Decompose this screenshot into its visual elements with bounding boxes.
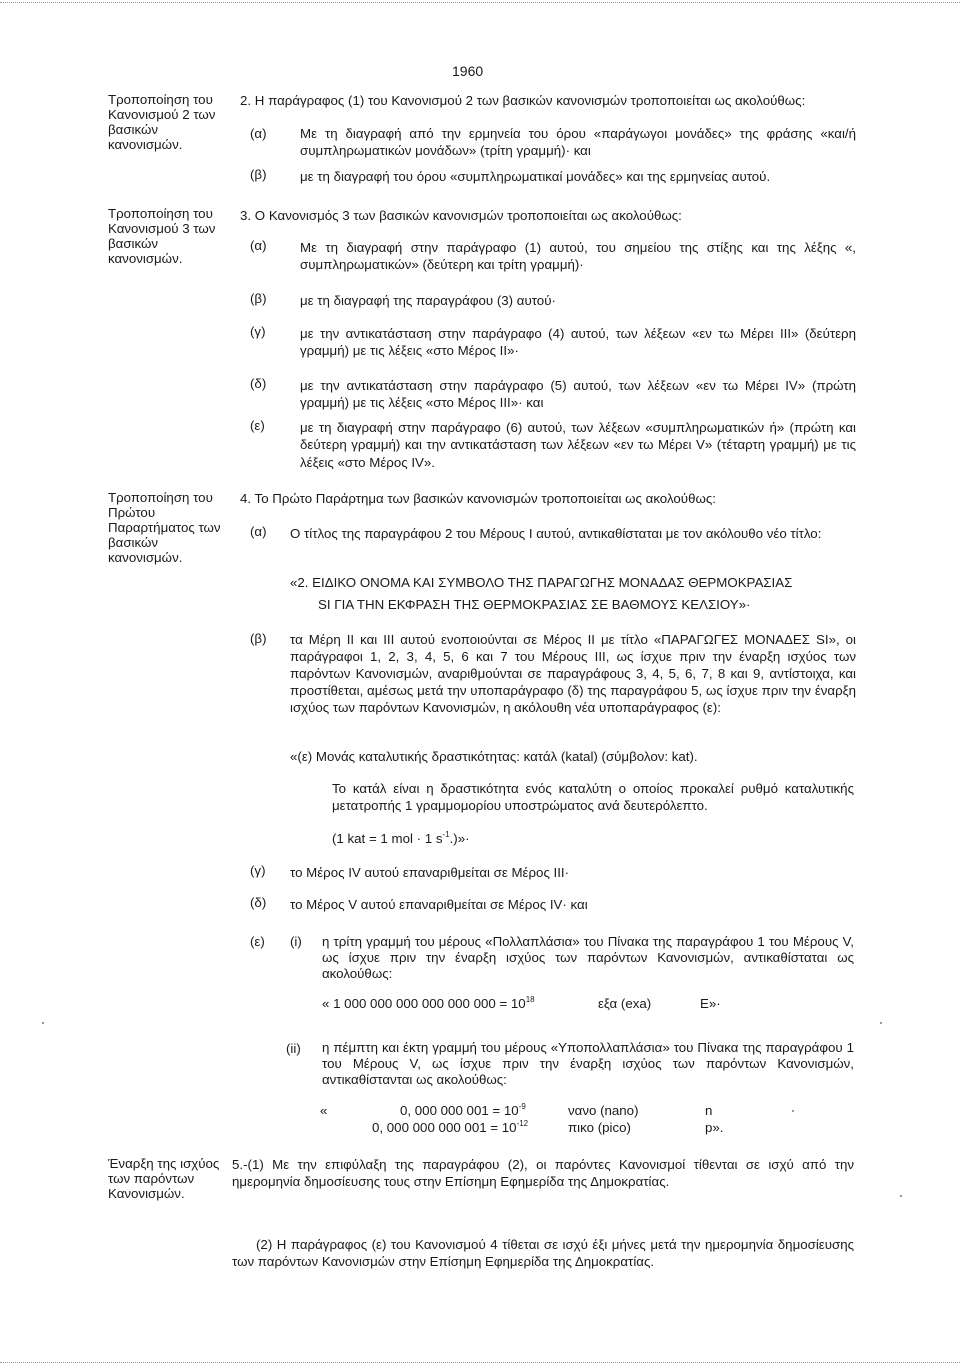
s2-a-label: (α) <box>250 126 267 141</box>
nano-exponent: -9 <box>518 1101 526 1111</box>
margin-note-regulation-2: Τροποποίηση του Κανονισμού 2 των βασικών κανονισμών. <box>108 92 216 152</box>
exa-value: « 1 000 000 000 000 000 000 = 10 <box>322 996 526 1011</box>
s3-b-label: (β) <box>250 291 267 306</box>
s4-b-label: (β) <box>250 631 267 646</box>
katal-definition: Το κατάλ είναι η δραστικότητα ενός καταλύτη ο οποίος προκαλεί ρυθμό καταλυτικής μετατροπής 1 γραμμομορίου υποστρώματος ανά δευτερόλεπτο. <box>332 781 854 813</box>
s4-e-ii-text: η πέμπτη και έκτη γραμμή του μέρους «Υποπολλαπλάσια» του Πίνακα της παραγράφου 1 του Μέρους V, ως ίσχυε πριν την έναρξη ισχύος των παρόντων Κανονισμών, αντικαθίστανται ως ακολούθως: <box>322 1040 854 1087</box>
katal-formula: (1 kat = 1 mol · 1 $s^{-1}.)»\cdot$ <box>332 829 470 846</box>
nano-row <box>400 1102 526 1119</box>
pico-name: πικο (pico) <box>568 1120 631 1135</box>
s4-c-text: το Μέρος IV αυτού επαναριθμείται σε Μέρος ΙΙΙ· <box>290 865 570 880</box>
s4-a-text: Ο τίτλος της παραγράφου 2 του Μέρους Ι αυτού, αντικαθίσταται με τον ακόλουθο νέο τίτλο: <box>290 526 822 541</box>
s2-b-text: με τη διαγραφή του όρου «συμπληρωματικαί μονάδες» και της ερμηνείας αυτού. <box>300 169 771 184</box>
s3-c-text: με την αντικατάσταση στην παράγραφο (4) αυτού, των λέξεων «εν τω Μέρει ΙΙΙ» (δεύτερη γραμμή) με τις λέξεις «στο Μέρος ΙΙ»· <box>300 326 856 359</box>
s3-e-label: (ε) <box>250 418 265 433</box>
nano-name: νανο (nano) <box>568 1103 639 1118</box>
scan-top-edge <box>0 2 960 4</box>
s4-d-label: (δ) <box>250 895 267 910</box>
scan-speck <box>900 1195 902 1197</box>
s3-e-text: με τη διαγραφή στην παράγραφο (6) αυτού, των λέξεων «συμπληρωματικών ή» (πρώτη και δεύτερη γραμμή) και την αντικατάσταση των λέξεων «εν τω Μέρει V» (τέταρτη γραμμή) με τις λέξεις «στο Μέρος IV». <box>300 420 856 470</box>
section-5-paragraph-1: 5.-(1) Με την επιφύλαξη της παραγράφου (2), οι παρόντες Κανονισμοί τίθενται σε ισχύ από την ημερομηνία δημοσίευσης τους στην Επίσημη Εφημερίδα της Δημοκρατίας. <box>232 1157 854 1189</box>
exa-exponent: 18 <box>525 994 535 1004</box>
s4-e-ii-label: (ii) <box>286 1041 301 1056</box>
s3-d-text: με την αντικατάσταση στην παράγραφο (5) αυτού, των λέξεων «εν τω Μέρει IV» (πρώτη γραμμή) με τις λέξεις «στο Μέρος ΙΙΙ»· και <box>300 378 856 411</box>
margin-note-entry-into-force: Έναρξη της ισχύος των παρόντων Κανονισμών. <box>108 1156 220 1201</box>
s4-d-text: το Μέρος V αυτού επαναριθμείται σε Μέρος IV· και <box>290 897 588 912</box>
nano-value: 0, 000 000 001 = 10 <box>400 1103 519 1118</box>
s4-e-label: (ε) <box>250 934 265 949</box>
katal-heading: «(ε) Μονάς καταλυτικής δραστικότητας: κατάλ (katal) (σύμβολον: kat). <box>290 749 698 764</box>
margin-note-regulation-3: Τροποποίηση του Κανονισμού 3 των βασικών κανονισμών. <box>108 206 216 266</box>
s3-a-label: (α) <box>250 238 267 253</box>
pico-symbol: p». <box>705 1120 724 1135</box>
s2-a-text: Με τη διαγραφή από την ερμηνεία του όρου «παράγωγοι μονάδες» της φράσης «και/ή συμπληρωματικών μονάδων» (τρίτη γραμμή)· και <box>300 126 856 159</box>
page-number: 1960 <box>452 63 484 79</box>
scan-bottom-edge <box>0 1362 960 1364</box>
s4-e-i-text: η τρίτη γραμμή του μέρους «Πολλαπλάσια» του Πίνακα της παραγράφου 1 του Μέρους V, ως ίσχυε πριν την έναρξη ισχύος των παρόντων Κανονισμών, αντικαθίσταται ως ακολούθως: <box>322 934 854 981</box>
s4-b-text: τα Μέρη ΙΙ και ΙΙΙ αυτού ενοποιούνται σε Μέρος ΙΙ με τίτλο «ΠΑΡΑΓΩΓΕΣ ΜΟΝΑΔΕΣ SI», οι παράγραφοι 1, 2, 3, 4, 5, 6 και 7 του Μέρους ΙΙΙ, ως ίσχυε πριν την έναρξη ισχύος των παρόντων Κανονισμών, αναριθμούνται σε παραγράφους 3, 4, 5, 6, 7, 8 και 9, αντίστοιχα, και προστίθεται, αμέσως μετά την υποπαράγραφο (δ) της παραγράφου 5, ως ίσχυε πριν την έναρξη ισχύος των παρόντων Κανονισμών, η ακόλουθη νέα υποπαράγραφος (ε): <box>290 632 856 715</box>
s3-b-text: με τη διαγραφή της παραγράφου (3) αυτού· <box>300 293 556 308</box>
s4-a-label: (α) <box>250 524 267 539</box>
nano-symbol: n <box>705 1103 713 1118</box>
s3-a-text: Με τη διαγραφή στην παράγραφο (1) αυτού, του σημείου της στίξης και της λέξης «, συμπληρωματικών» (δεύτερη και τρίτη γραμμή)· <box>300 240 856 273</box>
nano-quote: « <box>320 1103 328 1118</box>
exa-symbol: E»· <box>700 996 721 1011</box>
s4-new-title-line-1: «2. ΕΙΔΙΚΟ ΟΝΟΜΑ ΚΑΙ ΣΥΜΒΟΛΟ ΤΗΣ ΠΑΡΑΓΩΓΗΣ ΜΟΝΑΔΑΣ ΘΕΡΜΟΚΡΑΣΙΑΣ <box>290 575 793 590</box>
section-2-intro: 2. Η παράγραφος (1) του Κανονισμού 2 των βασικών κανονισμών τροποποιείται ως ακολούθως: <box>240 93 806 108</box>
pico-row <box>372 1119 528 1136</box>
pico-exponent: -12 <box>516 1118 529 1128</box>
s4-e-i-label: (i) <box>290 934 302 949</box>
s3-d-label: (δ) <box>250 376 267 391</box>
pico-value: 0, 000 000 000 001 = 10 <box>372 1120 517 1135</box>
exa-row <box>322 995 535 1012</box>
s4-new-title-line-2: SI ΓΙΑ ΤΗΝ ΕΚΦΡΑΣΗ ΤΗΣ ΘΕΡΜΟΚΡΑΣΙΑΣ ΣΕ ΒΑΘΜΟΥΣ ΚΕΛΣΙΟΥ»· <box>318 597 751 612</box>
scan-speck <box>792 1110 794 1112</box>
s4-c-label: (γ) <box>250 863 266 878</box>
scan-speck <box>880 1022 882 1024</box>
exa-name: εξα (exa) <box>598 996 652 1011</box>
section-3-intro: 3. Ο Κανονισμός 3 των βασικών κανονισμών τροποποιείται ως ακολούθως: <box>240 208 682 223</box>
s3-c-label: (γ) <box>250 324 266 339</box>
section-4-intro: 4. Το Πρώτο Παράρτημα των βασικών κανονισμών τροποποιείται ως ακολούθως: <box>240 491 716 506</box>
margin-note-first-annex: Τροποποίηση του Πρώτου Παραρτήματος των βασικών κανονισμών. <box>108 490 221 565</box>
s2-b-label: (β) <box>250 167 267 182</box>
section-5-paragraph-2: (2) Η παράγραφος (ε) του Κανονισμού 4 τίθεται σε ισχύ έξι μήνες μετά την ημερομηνία δημοσίευσης των παρόντων Κανονισμών στην Επίσημη Εφημερίδα της Δημοκρατίας. <box>232 1237 854 1269</box>
scan-speck <box>42 1022 44 1024</box>
